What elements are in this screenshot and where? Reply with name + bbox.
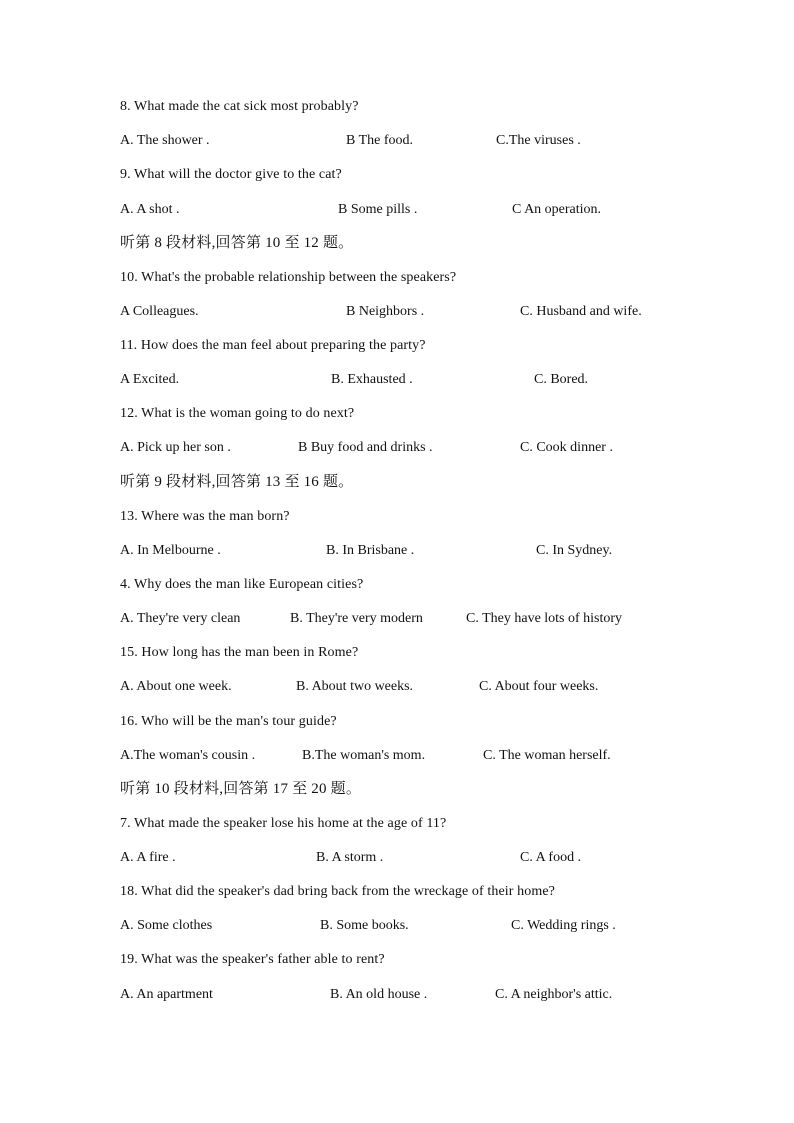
question-12: 12. What is the woman going to do next? bbox=[120, 406, 355, 421]
option-c: C. In Sydney. bbox=[536, 543, 613, 558]
question-11: 11. How does the man feel about preparing the party? bbox=[120, 338, 426, 353]
question-10: 10. What's the probable relationship between the speakers? bbox=[120, 270, 457, 285]
option-b: B. They're very modern bbox=[290, 611, 423, 626]
question-15: 15. How long has the man been in Rome? bbox=[120, 645, 359, 660]
option-c: C. A neighbor's attic. bbox=[495, 987, 613, 1002]
options-18 bbox=[120, 915, 680, 937]
option-c: C. The woman herself. bbox=[483, 748, 611, 763]
options-10 bbox=[120, 301, 680, 323]
option-a: A. A fire . bbox=[120, 850, 176, 865]
option-a: A. Some clothes bbox=[120, 918, 213, 933]
options-15 bbox=[120, 676, 680, 698]
option-b: B Buy food and drinks . bbox=[298, 440, 433, 455]
section-heading-9: 听第 9 段材料,回答第 13 至 16 题。 bbox=[120, 474, 354, 490]
option-c: C An operation. bbox=[512, 202, 602, 217]
section-heading-10: 听第 10 段材料,回答第 17 至 20 题。 bbox=[120, 781, 362, 797]
option-c: C.The viruses . bbox=[496, 133, 581, 148]
options-8 bbox=[120, 130, 680, 152]
options-14 bbox=[120, 608, 680, 630]
question-14: 4. Why does the man like European cities? bbox=[120, 577, 364, 592]
option-b: B. A storm . bbox=[316, 850, 384, 865]
option-b: B. About two weeks. bbox=[296, 679, 414, 694]
options-9 bbox=[120, 199, 680, 221]
question-18: 18. What did the speaker's dad bring back from the wreckage of their home? bbox=[120, 884, 555, 899]
question-8: 8. What made the cat sick most probably? bbox=[120, 99, 359, 114]
option-b: B. Exhausted . bbox=[331, 372, 413, 387]
option-b: B Some pills . bbox=[338, 202, 418, 217]
option-a: A.The woman's cousin . bbox=[120, 748, 256, 763]
options-19 bbox=[120, 984, 680, 1006]
question-19: 19. What was the speaker's father able to rent? bbox=[120, 952, 385, 967]
option-c: C. Bored. bbox=[534, 372, 589, 387]
option-c: C. Wedding rings . bbox=[511, 918, 616, 933]
question-9: 9. What will the doctor give to the cat? bbox=[120, 167, 342, 182]
option-a: A. They're very clean bbox=[120, 611, 241, 626]
options-13 bbox=[120, 540, 680, 562]
option-a: A Excited. bbox=[120, 372, 180, 387]
option-a: A. An apartment bbox=[120, 987, 213, 1002]
option-a: A. The shower . bbox=[120, 133, 210, 148]
option-c: C. About four weeks. bbox=[479, 679, 599, 694]
options-17 bbox=[120, 847, 680, 869]
options-16 bbox=[120, 745, 680, 767]
option-a: A. In Melbourne . bbox=[120, 543, 221, 558]
option-a: A. About one week. bbox=[120, 679, 232, 694]
option-b: B. An old house . bbox=[330, 987, 428, 1002]
option-c: C. They have lots of history bbox=[466, 611, 623, 626]
option-b: B. Some books. bbox=[320, 918, 409, 933]
options-12 bbox=[120, 437, 680, 459]
options-11 bbox=[120, 369, 680, 391]
question-17: 7. What made the speaker lose his home at the age of 11? bbox=[120, 816, 447, 831]
option-c: C. Cook dinner . bbox=[520, 440, 613, 455]
option-b: B.The woman's mom. bbox=[302, 748, 426, 763]
section-heading-8: 听第 8 段材料,回答第 10 至 12 题。 bbox=[120, 235, 354, 251]
option-b: B. In Brisbane . bbox=[326, 543, 415, 558]
question-13: 13. Where was the man born? bbox=[120, 509, 290, 524]
option-a: A. A shot . bbox=[120, 202, 180, 217]
option-a: A Colleagues. bbox=[120, 304, 199, 319]
option-b: B Neighbors . bbox=[346, 304, 425, 319]
option-b: B The food. bbox=[346, 133, 414, 148]
question-16: 16. Who will be the man's tour guide? bbox=[120, 714, 337, 729]
option-c: C. A food . bbox=[520, 850, 582, 865]
option-a: A. Pick up her son . bbox=[120, 440, 231, 455]
option-c: C. Husband and wife. bbox=[520, 304, 642, 319]
